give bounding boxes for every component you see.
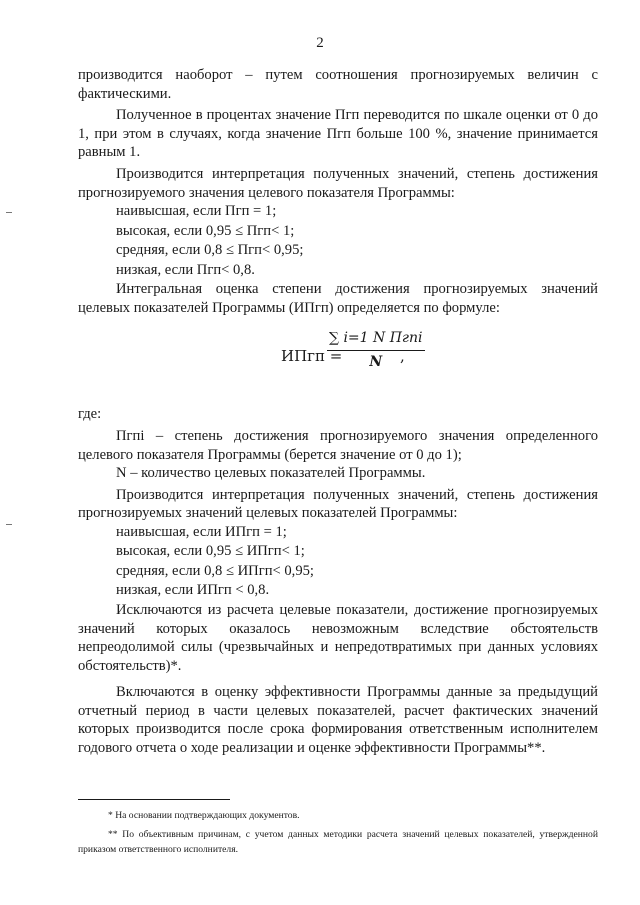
footnote-2: ** По объективным причинам, с учетом данных методики расчета значений целевых показателей, утвержденной приказом ответственного исполнителя.	[78, 829, 598, 855]
margin-mark	[6, 212, 12, 213]
list-item: средняя, если 0,8 ≤ ИПгп< 0,95;	[116, 562, 314, 579]
page-number: 2	[316, 35, 324, 51]
formula-fraction	[327, 329, 425, 371]
list-item: низкая, если ИПгп < 0,8.	[116, 582, 270, 599]
document-body	[78, 66, 598, 758]
list-item: высокая, если 0,95 ≤ ИПгп< 1;	[116, 543, 305, 560]
formula	[78, 329, 598, 391]
formula-lhs: ИПгп =	[281, 347, 343, 366]
definition-pgpi: Пгпi – степень достижения прогнозируемого значения определенного целевого показателя Программы (берется значение от 0 до 1);	[78, 427, 598, 463]
paragraph-inclusions: Включаются в оценку эффективности Программы данные за предыдущий отчетный период в части целевых показателей, расчет фактических значений которых производится после срока формирования ответственным исполнителем годового отчета о ходе реализации и оценке эффективности Программы**.	[78, 684, 598, 757]
formula-denominator: N	[369, 353, 383, 370]
list-item: наивысшая, если ИПгп = 1;	[116, 523, 287, 540]
where-label: где:	[78, 406, 102, 423]
paragraph-exclusions: Исключаются из расчета целевые показатели, достижение прогнозируемых значений которых оказалось невозможным вследствие обстоятельств непреодолимой силы (чрезвычайных и непредотвратимых при данных условиях обстоятельств)*.	[78, 601, 598, 674]
paragraph-integral-estimate: Интегральная оценка степени достижения прогнозируемых значений целевых показателей Программы (ИПгп) определяется по формуле:	[78, 281, 598, 316]
paragraph-percent-conversion: Полученное в процентах значение Пгп переводится по шкале оценки от 0 до 1, при этом в случаях, когда значение Пгп больше 100 %, значение принимается равным 1.	[78, 107, 598, 161]
list-item: низкая, если Пгп< 0,8.	[116, 261, 255, 278]
footnote-separator	[78, 799, 230, 800]
formula-numerator: ∑ i=1 N Пгпi	[327, 329, 425, 351]
formula-trailing: ,	[400, 347, 405, 366]
list-item: высокая, если 0,95 ≤ Пгп< 1;	[116, 222, 295, 239]
list-item: средняя, если 0,8 ≤ Пгп< 0,95;	[116, 242, 304, 259]
paragraph-interpretation-1: Производится интерпретация полученных значений, степень достижения прогнозируемого значения целевого показателя Программы:	[78, 165, 598, 201]
list-item: наивысшая, если Пгп = 1;	[116, 203, 277, 220]
footnote-1: * На основании подтверждающих документов.	[108, 810, 300, 821]
footnotes	[78, 808, 598, 857]
definition-n: N – количество целевых показателей Программы.	[116, 465, 426, 482]
paragraph-continuation: производится наоборот – путем соотношения прогнозируемых величин с фактическими.	[78, 67, 598, 102]
paragraph-interpretation-2: Производится интерпретация полученных значений, степень достижения прогнозируемых значений целевых показателей Программы:	[78, 486, 598, 522]
margin-mark	[6, 524, 12, 525]
